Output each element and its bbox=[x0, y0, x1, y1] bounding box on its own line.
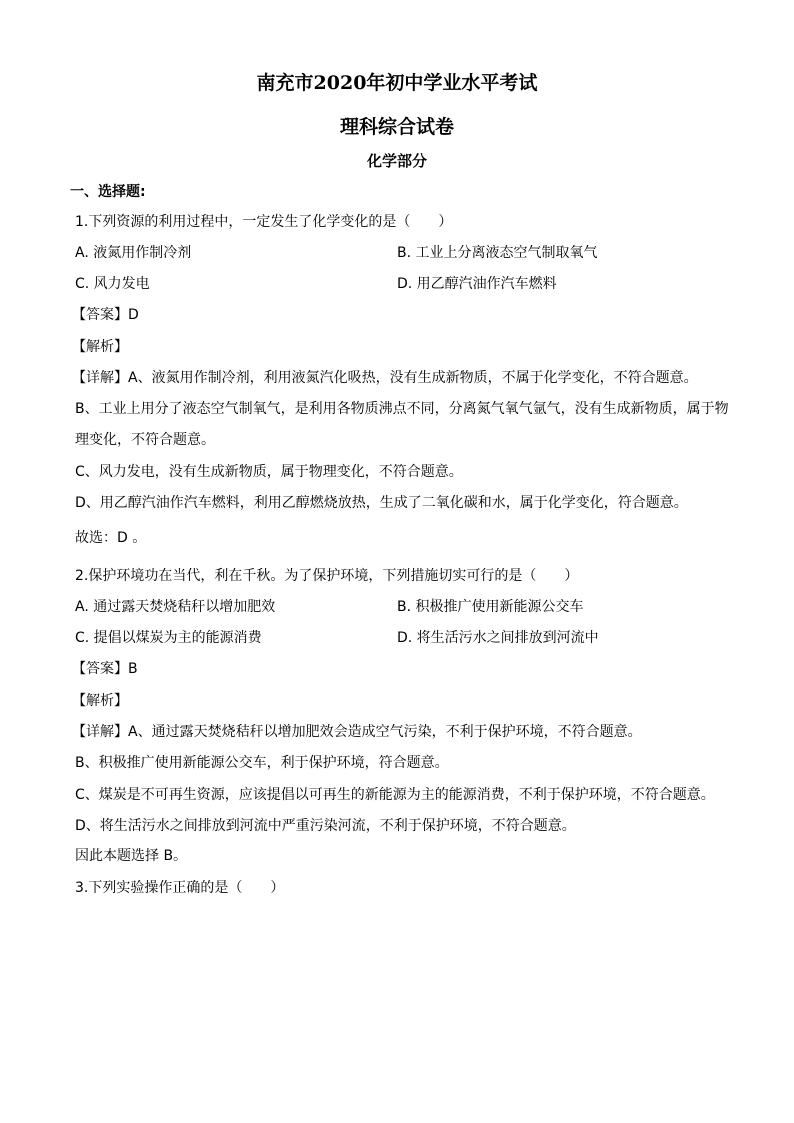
q1-option-b: B. 工业上分离液态空气制取氧气 bbox=[397, 245, 598, 261]
q2-conclusion: 因此本题选择 B。 bbox=[75, 848, 188, 864]
q1-option-a: A. 液氮用作制冷剂 bbox=[75, 245, 192, 261]
q1-detail-line: B、工业上用分了液态空气制氧气，是利用各物质沸点不同，分离氮气氧气氩气，没有生成新物质，属于物 bbox=[75, 401, 729, 417]
q1-stem: 1.下列资源的利用过程中，一定发生了化学变化的是（ ） bbox=[75, 214, 453, 230]
q2-analysis-label: 【解析】 bbox=[72, 693, 128, 709]
q1-detail-line: 理变化，不符合题意。 bbox=[75, 432, 215, 448]
q2-stem: 2.保护环境功在当代，利在千秋。为了保护环境，下列措施切实可行的是（ ） bbox=[75, 568, 579, 584]
q1-detail-line: D、用乙醇汽油作汽车燃料，利用乙醇燃烧放热，生成了二氧化碳和水，属于化学变化，符合题意。 bbox=[75, 495, 688, 511]
q2-answer: 【答案】B bbox=[72, 661, 138, 677]
q2-option-b: B. 积极推广使用新能源公交车 bbox=[397, 599, 584, 615]
q1-option-d: D. 用乙醇汽油作汽车燃料 bbox=[397, 276, 557, 292]
section-title: 化学部分 bbox=[366, 152, 427, 170]
exam-subtitle: 理科综合试卷 bbox=[339, 116, 454, 138]
q1-detail-line: 【详解】A、液氮用作制冷剂，利用液氮汽化吸热，没有生成新物质，不属于化学变化，不符合题意。 bbox=[72, 370, 698, 386]
part-heading: 一、选择题: bbox=[70, 184, 146, 200]
q1-conclusion: 故选：D 。 bbox=[75, 530, 147, 546]
q1-answer: 【答案】D bbox=[72, 307, 139, 323]
q2-option-c: C. 提倡以煤炭为主的能源消费 bbox=[75, 630, 262, 646]
q2-option-a: A. 通过露天焚烧秸秆以增加肥效 bbox=[75, 599, 276, 615]
exam-title: 南充市2020年初中学业水平考试 bbox=[256, 72, 538, 94]
q2-detail-line: B、积极推广使用新能源公交车，利于保护环境，符合题意。 bbox=[75, 755, 449, 771]
q1-option-c: C. 风力发电 bbox=[75, 276, 150, 292]
q2-option-d: D. 将生活污水之间排放到河流中 bbox=[397, 630, 599, 646]
q1-analysis-label: 【解析】 bbox=[72, 339, 128, 355]
q3-stem: 3.下列实验操作正确的是（ ） bbox=[75, 880, 285, 896]
q1-detail-line: C、风力发电，没有生成新物质，属于物理变化，不符合题意。 bbox=[75, 464, 463, 480]
q2-detail-line: C、煤炭是不可再生资源，应该提倡以可再生的新能源为主的能源消费，不利于保护环境，不符合题意。 bbox=[75, 787, 715, 803]
q2-detail-line: 【详解】A、通过露天焚烧秸秆以增加肥效会造成空气污染，不利于保护环境，不符合题意。 bbox=[72, 724, 642, 740]
q2-detail-line: D、将生活污水之间排放到河流中严重污染河流，不利于保护环境，不符合题意。 bbox=[75, 818, 576, 834]
